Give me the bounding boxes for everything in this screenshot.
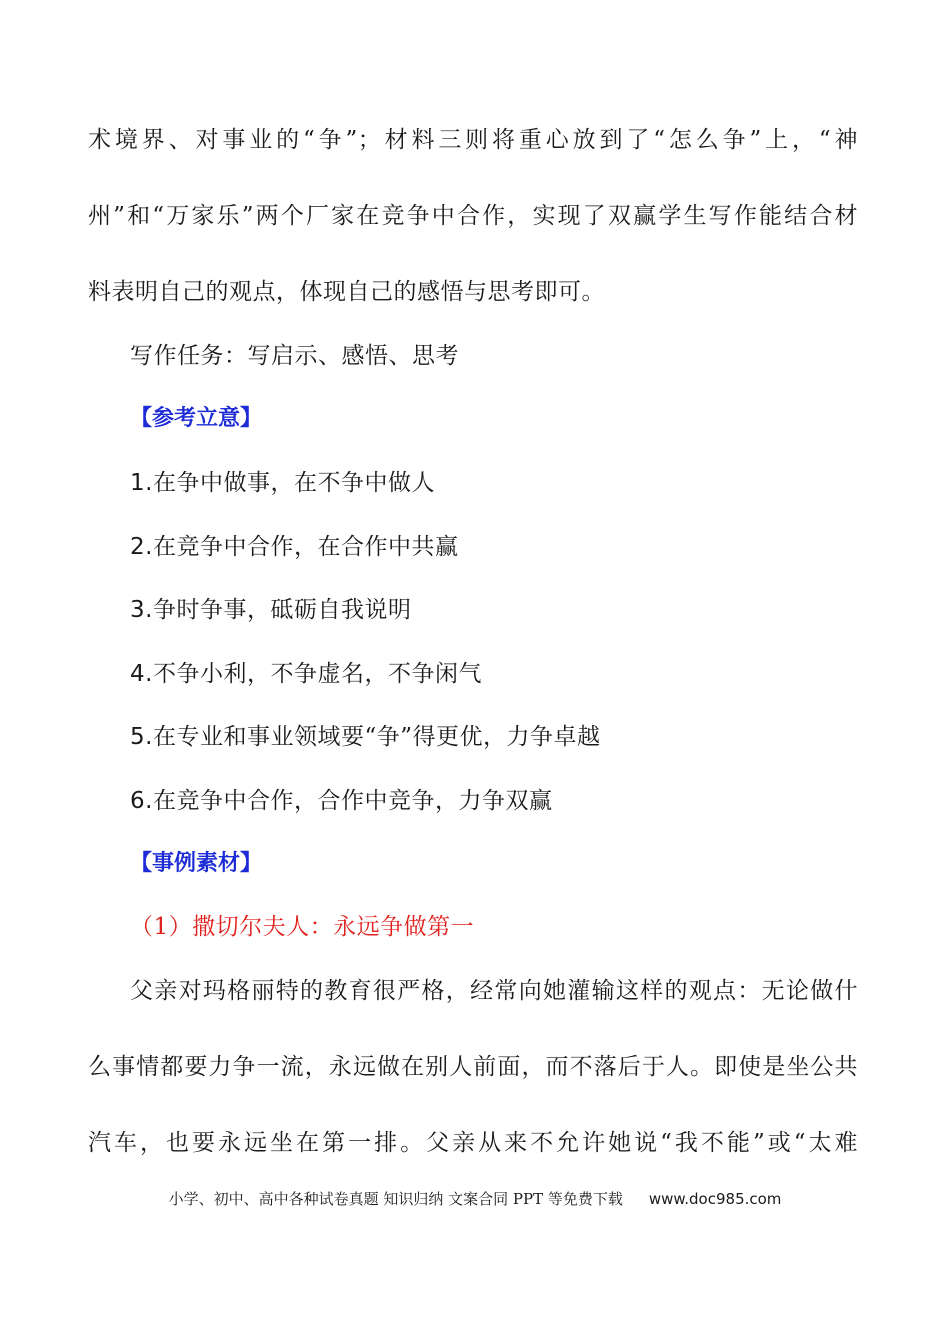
footer-url[interactable]: www.doc985.com — [648, 1190, 782, 1208]
list-item — [130, 722, 600, 752]
paragraph-line: 料表明自己的观点，体现自己的感悟与思考即可。 — [88, 279, 605, 305]
writing-task: 写作任务：写启示、感悟、思考 — [130, 343, 459, 369]
list-text: 在争中做事，在不争中做人 — [152, 470, 435, 496]
list-number: 5. — [130, 724, 153, 750]
list-text: 在专业和事业领域要“争”得更优，力争卓越 — [152, 724, 601, 750]
list-text: 在竞争中合作，合作中竞争，力争双赢 — [152, 788, 553, 814]
paragraph-line: 州”和“万家乐”两个厂家在竞争中合作，实现了双赢学生写作能结合材 — [88, 203, 858, 229]
list-item — [130, 786, 552, 816]
footer-text: 小学、初中、高中各种试卷真题 知识归纳 文案合同 PPT 等免费下载 — [168, 1190, 623, 1208]
list-item — [130, 659, 482, 689]
paragraph-line: 汽车，也要永远坐在第一排。父亲从来不允许她说“我不能”或“太难 — [88, 1130, 858, 1156]
list-number: 1. — [130, 470, 153, 496]
list-text: 不争小利，不争虚名，不争闲气 — [152, 661, 482, 687]
paragraph-line: 么事情都要力争一流，永远做在别人前面，而不落后于人。即使是坐公共 — [88, 1054, 858, 1080]
list-item — [130, 532, 458, 562]
list-text: 在竞争中合作，在合作中共赢 — [152, 534, 459, 560]
list-number: 4. — [130, 661, 153, 687]
page-footer — [0, 1188, 950, 1210]
paragraph-line: 术境界、对事业的“争”；材料三则将重心放到了“怎么争”上，“神 — [88, 127, 858, 153]
paragraph-line: 父亲对玛格丽特的教育很严格，经常向她灌输这样的观点：无论做什 — [130, 978, 858, 1004]
examples-heading: 【事例素材】 — [130, 851, 263, 876]
list-number: 2. — [130, 534, 153, 560]
list-number: 6. — [130, 788, 153, 814]
list-number: 3. — [130, 597, 153, 623]
reference-heading: 【参考立意】 — [130, 406, 263, 431]
list-item — [130, 595, 411, 625]
list-item — [130, 468, 435, 498]
list-text: 争时争事，砥砺自我说明 — [152, 597, 412, 623]
example-subheading: （1）撒切尔夫人：永远争做第一 — [130, 914, 475, 940]
